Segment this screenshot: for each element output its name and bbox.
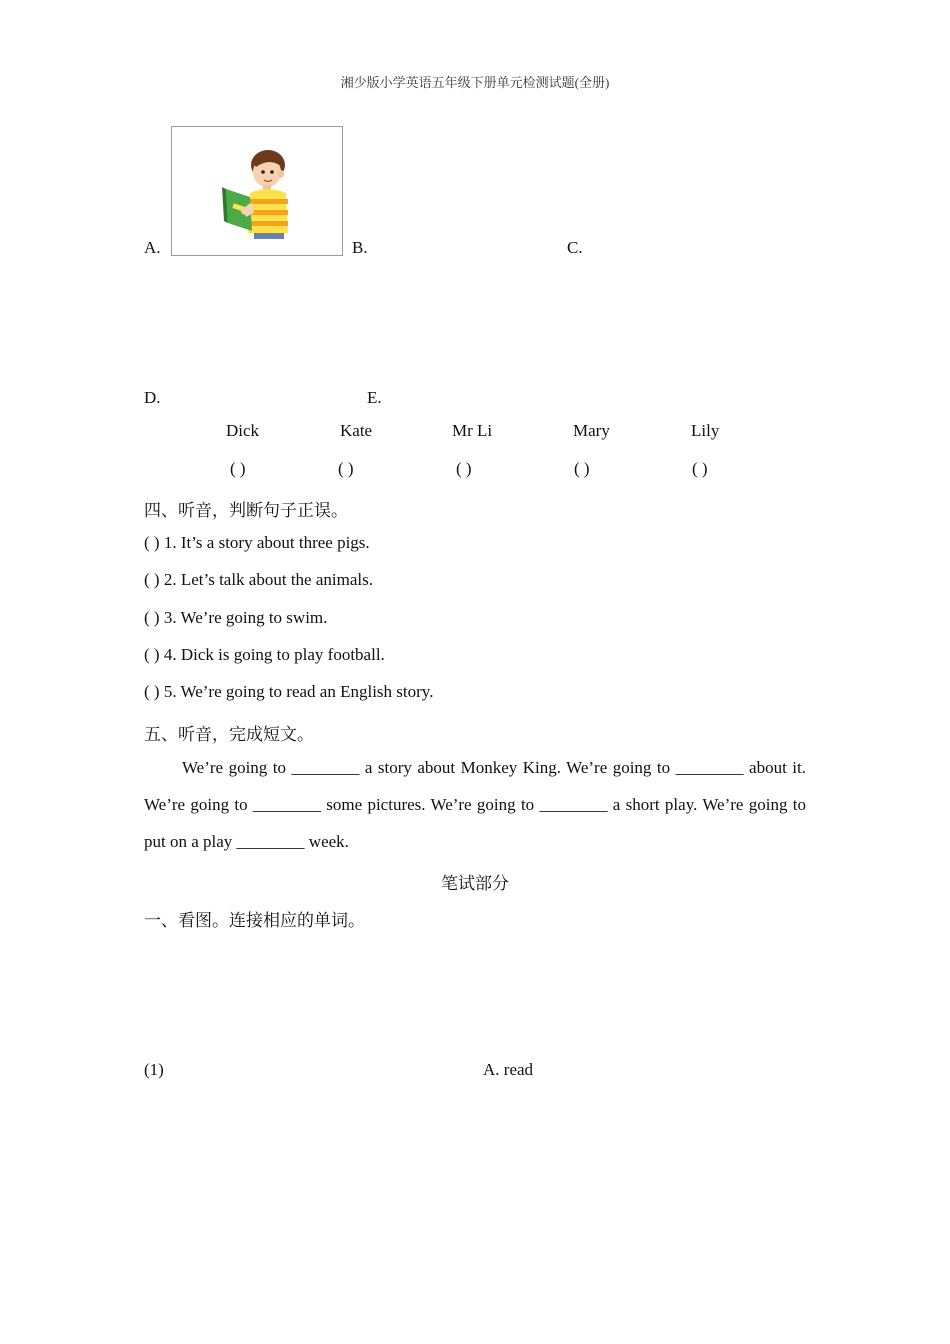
written-q1-title: 一、看图。连接相应的单词。 (144, 911, 365, 930)
answer-box-lily[interactable]: ( ) (692, 459, 708, 478)
picture-label-c: C. (567, 238, 583, 257)
name-lily: Lily (691, 421, 720, 440)
answer-box-mr-li[interactable]: ( ) (456, 459, 472, 478)
picture-label-d: D. (144, 388, 161, 407)
answer-box-mary[interactable]: ( ) (574, 459, 590, 478)
part4-item-1: ( ) 1. It’s a story about three pigs. (144, 533, 370, 552)
name-kate: Kate (340, 421, 373, 440)
answer-box-kate[interactable]: ( ) (338, 459, 354, 478)
part4-item-4: ( ) 4. Dick is going to play football. (144, 645, 385, 664)
picture-boy-reading (171, 126, 343, 256)
name-mr-li: Mr Li (452, 421, 493, 440)
name-mary: Mary (573, 421, 610, 440)
written-q1-option-a: A. read (483, 1060, 534, 1079)
picture-label-e: E. (367, 388, 382, 407)
part4-item-5: ( ) 5. We’re going to read an English story. (144, 682, 434, 701)
boy-reading-icon (220, 147, 296, 239)
picture-label-b: B. (352, 238, 368, 257)
part5-passage-block (144, 749, 806, 860)
part5-passage: We’re going to ________ a story about Monkey King. We’re going to ________ about it. We’re going to ________ some pictures. We’re going to ________ a short play. We’re going to put on a play ________ week. (144, 758, 806, 851)
part4-title: 四、听音，判断句子正误。 (144, 501, 348, 520)
part5-title: 五、听音，完成短文。 (144, 725, 314, 744)
written-q1-item-number: (1) (144, 1060, 164, 1079)
answer-box-dick[interactable]: ( ) (230, 459, 246, 478)
name-dick: Dick (226, 421, 260, 440)
page-header: 湘少版小学英语五年级下册单元检测试题(全册) (340, 75, 610, 90)
part4-item-3: ( ) 3. We’re going to swim. (144, 608, 328, 627)
written-section-title: 笔试部分 (441, 874, 509, 893)
part4-item-2: ( ) 2. Let’s talk about the animals. (144, 570, 373, 589)
picture-label-a: A. (144, 238, 161, 257)
